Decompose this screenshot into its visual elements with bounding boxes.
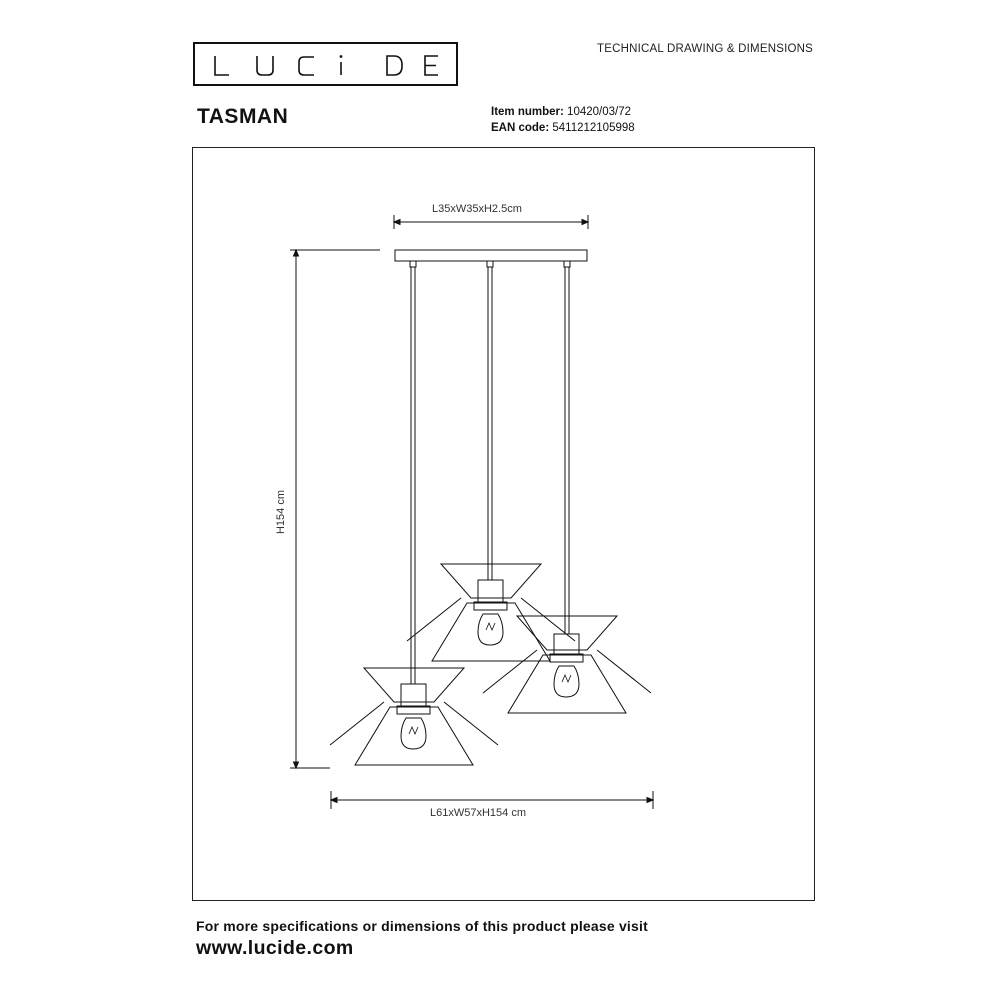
- website-link[interactable]: www.lucide.com: [196, 937, 354, 959]
- lamp-shade-center: [407, 564, 575, 661]
- ean-value: 5411212105998: [552, 122, 635, 134]
- header-caption: TECHNICAL DRAWING & DIMENSIONS: [597, 43, 813, 55]
- item-number-label: Item number:: [491, 106, 564, 118]
- lamp-shade-right: [483, 616, 651, 713]
- height-dimension-line: [290, 250, 380, 768]
- item-number-value: 10420/03/72: [567, 106, 631, 118]
- height-dimension-label: H154 cm: [275, 489, 288, 535]
- overall-dimension-label: L61xW57xH154 cm: [430, 807, 526, 819]
- canopy-dimension-label: L35xW35xH2.5cm: [432, 203, 522, 215]
- cables: [411, 267, 569, 684]
- ean-label: EAN code:: [491, 122, 550, 134]
- canopy-dimension-line: [394, 215, 588, 229]
- lamp-shade-left: [330, 668, 498, 765]
- footer-note: For more specifications or dimensions of this product please visit: [196, 918, 648, 934]
- product-name: TASMAN: [197, 105, 289, 128]
- canopy: [395, 250, 587, 267]
